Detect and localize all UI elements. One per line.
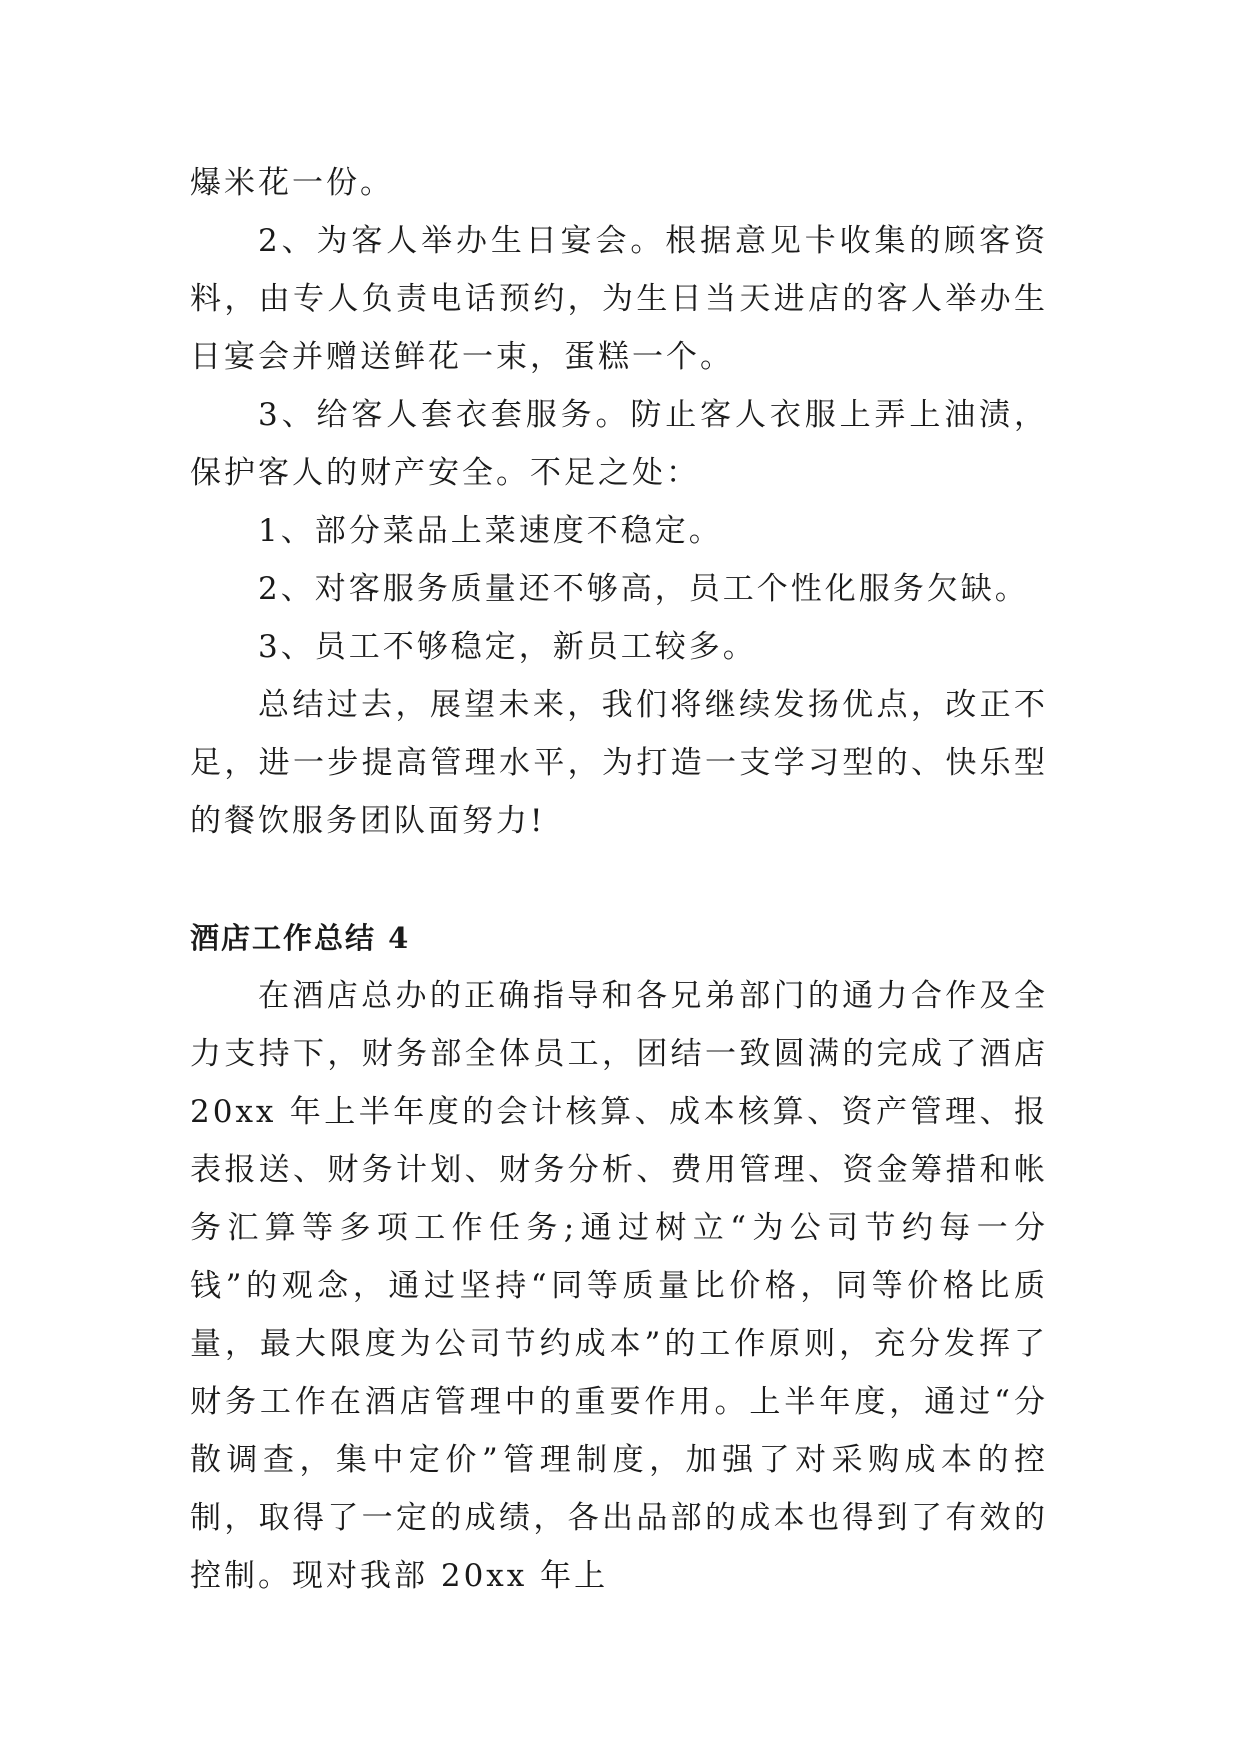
document-body — [190, 154, 1048, 1605]
paragraph-shortcoming-2: 2、对客服务质量还不够高，员工个性化服务欠缺。 — [258, 571, 1029, 607]
paragraph-conclusion: 总结过去，展望未来，我们将继续发扬优点，改正不足，进一步提高管理水平，为打造一支学习型的、快乐型的餐饮服务团队面努力! — [190, 687, 1048, 839]
paragraph-shortcoming-3: 3、员工不够稳定，新员工较多。 — [258, 629, 757, 665]
section-title: 酒店工作总结 4 — [190, 921, 411, 955]
paragraph-shortcoming-1: 1、部分菜品上菜速度不稳定。 — [258, 513, 723, 549]
paragraph-birthday-banquet: 2、为客人举办生日宴会。根据意见卡收集的顾客资料，由专人负责电话预约，为生日当天进店的客人举办生日宴会并赠送鲜花一束，蛋糕一个。 — [190, 223, 1048, 375]
paragraph-section-body: 在酒店总办的正确指导和各兄弟部门的通力合作及全力支持下，财务部全体员工，团结一致圆满的完成了酒店20xx 年上半年度的会计核算、成本核算、资产管理、报表报送、财务计划、财务分析、费用管理、资金筹措和帐务汇算等多项工作任务;通过树立“为公司节约每一分钱”的观念，通过坚持“同等质量比价格，同等价格比质量，最大限度为公司节约成本”的工作原则，充分发挥了财务工作在酒店管理中的重要作用。上半年度，通过“分散调查，集中定价”管理制度，加强了对采购成本的控制，取得了一定的成绩，各出品部的成本也得到了有效的控制。现对我部 20xx 年上 — [190, 978, 1048, 1594]
paragraph-continuation: 爆米花一份。 — [190, 165, 394, 201]
paragraph-clothing-cover: 3、给客人套衣套服务。防止客人衣服上弄上油渍，保护客人的财产安全。不足之处： — [190, 397, 1048, 491]
